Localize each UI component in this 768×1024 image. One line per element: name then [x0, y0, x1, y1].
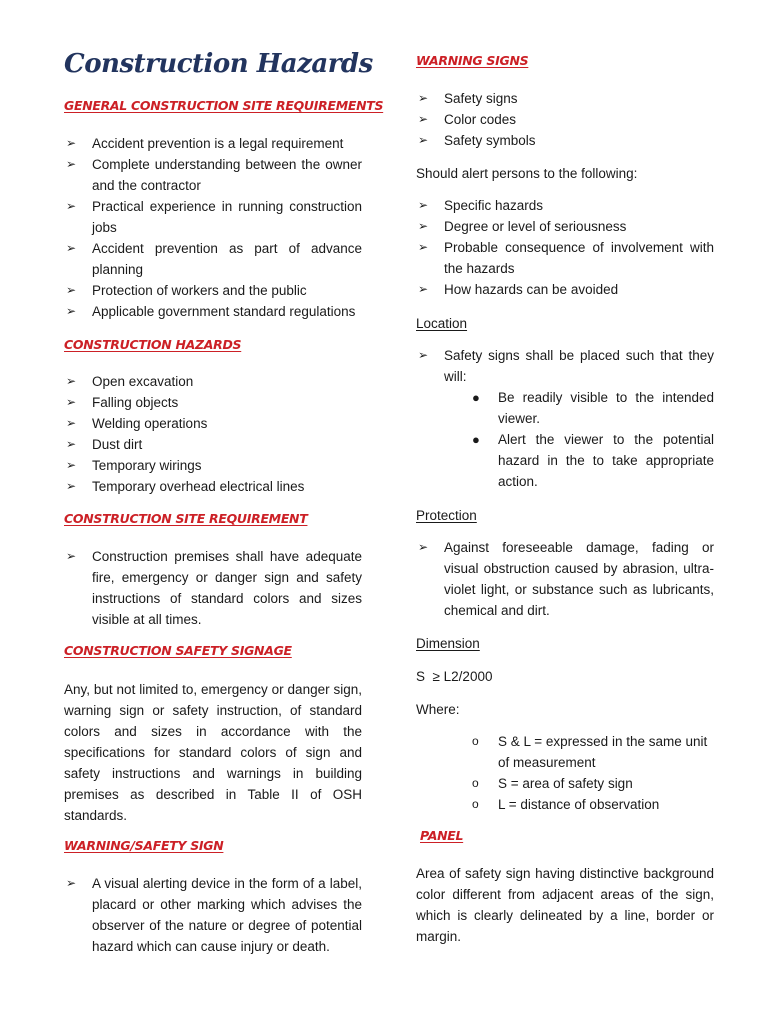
panel-paragraph: Area of safety sign having distinctive background color different from adjacent areas of the sign, which is clearly delineated by a line, border or margin. — [416, 866, 714, 944]
list-item: ➢ Applicable government standard regulations — [64, 301, 362, 322]
protection-list — [416, 537, 714, 621]
arrow-bullet-icon: ➢ — [66, 549, 77, 563]
arrow-bullet-icon: ➢ — [66, 241, 77, 255]
list-item: ● Alert the viewer to the potential hazard in the to take appropriate action. — [416, 429, 714, 492]
arrow-bullet-icon: ➢ — [66, 374, 77, 388]
arrow-bullet-icon: ➢ — [66, 876, 77, 890]
list-item: ➢ Safety symbols — [416, 130, 714, 151]
location-section — [416, 345, 714, 492]
list-item: ➢ Probable consequence of involvement with the hazards — [416, 237, 714, 279]
list-item: o S = area of safety sign — [416, 773, 714, 794]
warning-signs-heading: WARNING SIGNS — [416, 53, 529, 68]
circle-bullet-icon: o — [472, 734, 479, 748]
list-item: ➢ A visual alerting device in the form of a label, placard or other marking which advises the observer of the nature or degree of potential hazard which can cause injury or death. — [64, 873, 362, 957]
site-requirement-list — [64, 546, 362, 630]
site-requirement-section — [64, 546, 362, 630]
general-requirements-list — [64, 133, 362, 322]
list-item: ➢ Complete understanding between the owner and the contractor — [64, 154, 362, 196]
circle-bullet-icon: o — [472, 776, 479, 790]
page-title: Construction Hazards — [64, 49, 373, 79]
alert-intro: Should alert persons to the following: — [416, 166, 638, 181]
arrow-bullet-icon: ➢ — [66, 136, 77, 150]
general-requirements-heading: GENERAL CONSTRUCTION SITE REQUIREMENTS — [64, 98, 384, 113]
arrow-bullet-icon: ➢ — [418, 348, 429, 362]
arrow-bullet-icon: ➢ — [66, 395, 77, 409]
list-item: ➢ How hazards can be avoided — [416, 279, 714, 300]
protection-label: Protection — [416, 508, 477, 523]
arrow-bullet-icon: ➢ — [66, 199, 77, 213]
arrow-bullet-icon: ➢ — [66, 283, 77, 297]
list-item: ➢ Temporary wirings — [64, 455, 362, 476]
list-item: ➢ Against foreseeable damage, fading or visual obstruction caused by abrasion, ultra-violet light, or substance such as lubricants, chemical and dirt. — [416, 537, 714, 621]
alert-list — [416, 195, 714, 300]
list-item: ➢ Safety signs — [416, 88, 714, 109]
location-list — [416, 345, 714, 387]
arrow-bullet-icon: ➢ — [66, 304, 77, 318]
warning-safety-sign-heading: WARNING/SAFETY SIGN — [64, 838, 224, 853]
safety-signage-paragraph: Any, but not limited to, emergency or danger sign, warning sign or safety instruction, of standard colors and sizes in accordance with the specifications for standard colors of sign and safety instructions and warnings in building premises as described in Table II of OSH standards. — [64, 682, 362, 823]
list-item: ➢ Protection of workers and the public — [64, 280, 362, 301]
list-item: ➢ Construction premises shall have adequate fire, emergency or danger sign and safety instructions of standard colors and sizes visible at all times. — [64, 546, 362, 630]
list-item: ➢ Temporary overhead electrical lines — [64, 476, 362, 497]
circle-bullet-icon: o — [472, 797, 479, 811]
dimension-formula-section — [416, 666, 714, 687]
list-item: o S & L = expressed in the same unit of measurement — [416, 731, 714, 773]
panel-section — [416, 863, 714, 947]
arrow-bullet-icon: ➢ — [66, 479, 77, 493]
arrow-bullet-icon: ➢ — [418, 219, 429, 233]
arrow-bullet-icon: ➢ — [418, 540, 429, 554]
list-item: ● Be readily visible to the intended viewer. — [416, 387, 714, 429]
dot-bullet-icon: ● — [472, 390, 480, 405]
construction-hazards-heading: CONSTRUCTION HAZARDS — [64, 337, 242, 352]
arrow-bullet-icon: ➢ — [418, 240, 429, 254]
list-item: ➢ Dust dirt — [64, 434, 362, 455]
arrow-bullet-icon: ➢ — [418, 198, 429, 212]
alert-intro-section — [416, 163, 714, 184]
construction-hazards-list — [64, 371, 362, 497]
warning-signs-section — [416, 88, 714, 151]
list-item: ➢ Accident prevention is a legal requirement — [64, 133, 362, 154]
warning-signs-list — [416, 88, 714, 151]
list-item: ➢ Open excavation — [64, 371, 362, 392]
construction-hazards-section — [64, 371, 362, 497]
list-item: ➢ Safety signs shall be placed such that they will: — [416, 345, 714, 387]
alert-section — [416, 195, 714, 300]
arrow-bullet-icon: ➢ — [66, 437, 77, 451]
protection-label-section — [416, 505, 714, 526]
arrow-bullet-icon: ➢ — [418, 282, 429, 296]
dimension-label-section — [416, 633, 714, 654]
list-item: o L = distance of observation — [416, 794, 714, 815]
where-section — [416, 699, 714, 720]
location-sub-list — [416, 387, 714, 492]
warning-safety-sign-section — [64, 873, 362, 957]
arrow-bullet-icon: ➢ — [66, 416, 77, 430]
dimension-definitions-list — [416, 731, 714, 815]
location-label-section — [416, 313, 714, 334]
arrow-bullet-icon: ➢ — [418, 112, 429, 126]
protection-section — [416, 537, 714, 621]
list-item: ➢ Practical experience in running construction jobs — [64, 196, 362, 238]
list-item: ➢ Accident prevention as part of advance planning — [64, 238, 362, 280]
general-requirements-section — [64, 133, 362, 322]
dimension-definitions-section — [416, 731, 714, 815]
where-label: Where: — [416, 702, 460, 717]
safety-signage-heading: CONSTRUCTION SAFETY SIGNAGE — [64, 643, 292, 658]
list-item: ➢ Falling objects — [64, 392, 362, 413]
arrow-bullet-icon: ➢ — [66, 157, 77, 171]
dot-bullet-icon: ● — [472, 432, 480, 447]
list-item: ➢ Color codes — [416, 109, 714, 130]
dimension-label: Dimension — [416, 636, 480, 651]
warning-safety-sign-list — [64, 873, 362, 957]
panel-heading: PANEL — [420, 828, 464, 843]
location-label: Location — [416, 316, 468, 331]
site-requirement-heading: CONSTRUCTION SITE REQUIREMENT — [64, 511, 308, 526]
safety-signage-section — [64, 679, 362, 826]
list-item: ➢ Degree or level of seriousness — [416, 216, 714, 237]
arrow-bullet-icon: ➢ — [66, 458, 77, 472]
arrow-bullet-icon: ➢ — [418, 91, 429, 105]
list-item: ➢ Welding operations — [64, 413, 362, 434]
list-item: ➢ Specific hazards — [416, 195, 714, 216]
dimension-formula: S ≥ L2/2000 — [416, 669, 493, 684]
arrow-bullet-icon: ➢ — [418, 133, 429, 147]
